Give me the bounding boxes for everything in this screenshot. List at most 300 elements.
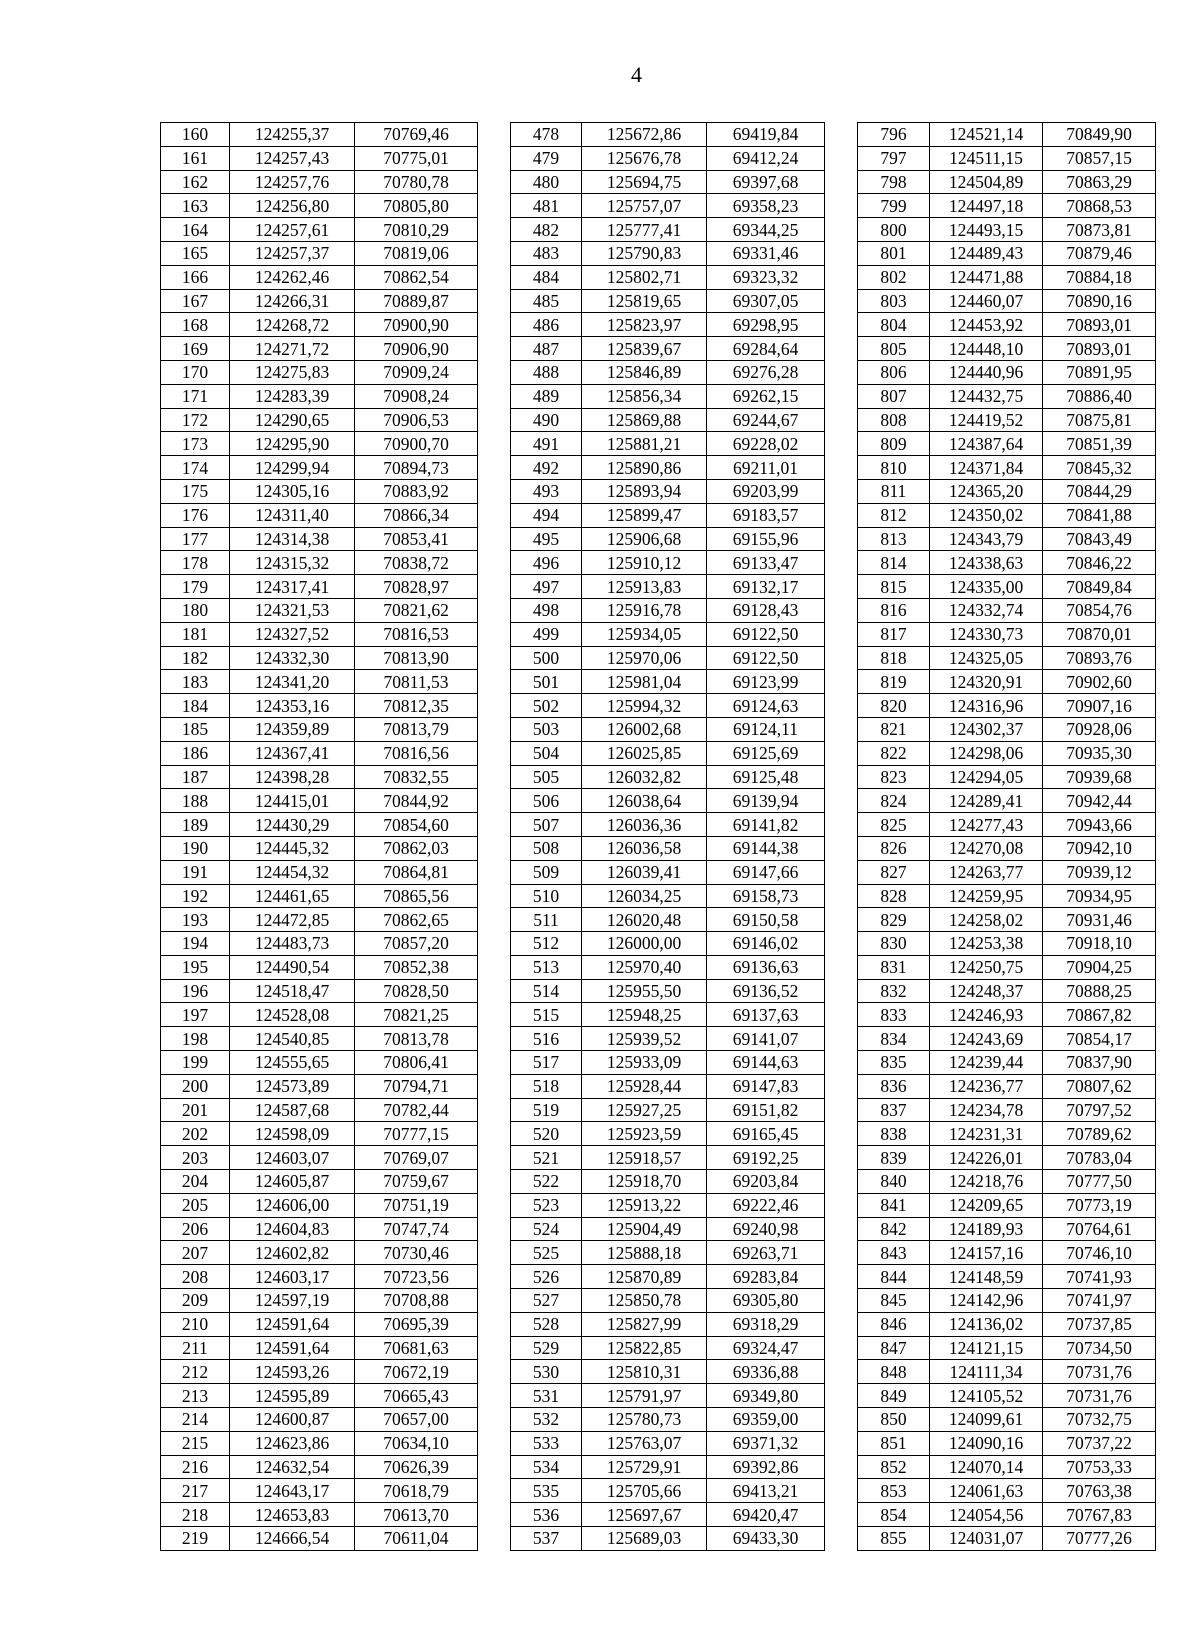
point-number-cell: 213 — [161, 1384, 230, 1408]
y-coordinate-cell: 69228,02 — [707, 432, 825, 456]
x-coordinate-cell: 125927,25 — [582, 1098, 707, 1122]
column-gap — [478, 313, 511, 337]
column-gap — [825, 717, 858, 741]
point-number-cell: 515 — [511, 1003, 582, 1027]
y-coordinate-cell: 70837,90 — [1043, 1051, 1156, 1075]
y-coordinate-cell: 70723,56 — [355, 1265, 478, 1289]
x-coordinate-cell: 125881,21 — [582, 432, 707, 456]
column-gap — [825, 955, 858, 979]
y-coordinate-cell: 69203,84 — [707, 1170, 825, 1194]
x-coordinate-cell: 124632,54 — [230, 1455, 355, 1479]
y-coordinate-cell: 70746,10 — [1043, 1241, 1156, 1265]
point-number-cell: 855 — [858, 1527, 930, 1551]
point-number-cell: 534 — [511, 1455, 582, 1479]
point-number-cell: 175 — [161, 479, 230, 503]
y-coordinate-cell: 70908,24 — [355, 384, 478, 408]
point-number-cell: 495 — [511, 527, 582, 551]
table-row — [161, 313, 1156, 337]
point-number-cell: 194 — [161, 932, 230, 956]
column-gap — [478, 551, 511, 575]
point-number-cell: 816 — [858, 598, 930, 622]
x-coordinate-cell: 124600,87 — [230, 1408, 355, 1432]
x-coordinate-cell: 125870,89 — [582, 1265, 707, 1289]
point-number-cell: 526 — [511, 1265, 582, 1289]
point-number-cell: 828 — [858, 884, 930, 908]
point-number-cell: 210 — [161, 1312, 230, 1336]
point-number-cell: 510 — [511, 884, 582, 908]
point-number-cell: 832 — [858, 979, 930, 1003]
column-gap — [478, 1170, 511, 1194]
point-number-cell: 482 — [511, 218, 582, 242]
point-number-cell: 520 — [511, 1122, 582, 1146]
x-coordinate-cell: 125777,41 — [582, 218, 707, 242]
table-row — [161, 503, 1156, 527]
point-number-cell: 506 — [511, 789, 582, 813]
y-coordinate-cell: 69420,47 — [707, 1503, 825, 1527]
y-coordinate-cell: 70857,15 — [1043, 146, 1156, 170]
x-coordinate-cell: 125823,97 — [582, 313, 707, 337]
x-coordinate-cell: 124511,15 — [930, 146, 1043, 170]
y-coordinate-cell: 70893,76 — [1043, 646, 1156, 670]
x-coordinate-cell: 124099,61 — [930, 1408, 1043, 1432]
x-coordinate-cell: 124316,96 — [930, 694, 1043, 718]
table-row — [161, 241, 1156, 265]
x-coordinate-cell: 126039,41 — [582, 860, 707, 884]
x-coordinate-cell: 124157,16 — [930, 1241, 1043, 1265]
y-coordinate-cell: 70849,84 — [1043, 575, 1156, 599]
y-coordinate-cell: 70867,82 — [1043, 1003, 1156, 1027]
x-coordinate-cell: 125822,85 — [582, 1336, 707, 1360]
column-gap — [825, 694, 858, 718]
y-coordinate-cell: 70782,44 — [355, 1098, 478, 1122]
table-row — [161, 694, 1156, 718]
point-number-cell: 161 — [161, 146, 230, 170]
table-row — [161, 979, 1156, 1003]
table-row — [161, 384, 1156, 408]
x-coordinate-cell: 125923,59 — [582, 1122, 707, 1146]
point-number-cell: 810 — [858, 456, 930, 480]
table-row — [161, 1051, 1156, 1075]
x-coordinate-cell: 125791,97 — [582, 1384, 707, 1408]
point-number-cell: 523 — [511, 1193, 582, 1217]
x-coordinate-cell: 124623,86 — [230, 1431, 355, 1455]
column-gap — [825, 1146, 858, 1170]
point-number-cell: 823 — [858, 765, 930, 789]
point-number-cell: 205 — [161, 1193, 230, 1217]
x-coordinate-cell: 124271,72 — [230, 337, 355, 361]
column-gap — [478, 694, 511, 718]
column-gap — [478, 1527, 511, 1551]
x-coordinate-cell: 124341,20 — [230, 670, 355, 694]
table-row — [161, 170, 1156, 194]
point-number-cell: 804 — [858, 313, 930, 337]
y-coordinate-cell: 69133,47 — [707, 551, 825, 575]
y-coordinate-cell: 70812,35 — [355, 694, 478, 718]
y-coordinate-cell: 70767,83 — [1043, 1503, 1156, 1527]
column-gap — [825, 932, 858, 956]
point-number-cell: 485 — [511, 289, 582, 313]
y-coordinate-cell: 70789,62 — [1043, 1122, 1156, 1146]
x-coordinate-cell: 125846,89 — [582, 360, 707, 384]
column-gap — [825, 1336, 858, 1360]
y-coordinate-cell: 70931,46 — [1043, 908, 1156, 932]
x-coordinate-cell: 124148,59 — [930, 1265, 1043, 1289]
y-coordinate-cell: 69392,86 — [707, 1455, 825, 1479]
x-coordinate-cell: 125970,40 — [582, 955, 707, 979]
point-number-cell: 817 — [858, 622, 930, 646]
column-gap — [478, 1360, 511, 1384]
y-coordinate-cell: 70845,32 — [1043, 456, 1156, 480]
column-gap — [825, 1241, 858, 1265]
point-number-cell: 807 — [858, 384, 930, 408]
x-coordinate-cell: 124493,15 — [930, 218, 1043, 242]
y-coordinate-cell: 70843,49 — [1043, 527, 1156, 551]
point-number-cell: 842 — [858, 1217, 930, 1241]
column-gap — [825, 1027, 858, 1051]
point-number-cell: 850 — [858, 1408, 930, 1432]
y-coordinate-cell: 69276,28 — [707, 360, 825, 384]
x-coordinate-cell: 124189,93 — [930, 1217, 1043, 1241]
point-number-cell: 847 — [858, 1336, 930, 1360]
table-row — [161, 1170, 1156, 1194]
y-coordinate-cell: 70862,03 — [355, 836, 478, 860]
point-number-cell: 512 — [511, 932, 582, 956]
table-row — [161, 265, 1156, 289]
y-coordinate-cell: 69128,43 — [707, 598, 825, 622]
x-coordinate-cell: 124250,75 — [930, 955, 1043, 979]
point-number-cell: 845 — [858, 1289, 930, 1313]
y-coordinate-cell: 70695,39 — [355, 1312, 478, 1336]
column-gap — [478, 432, 511, 456]
y-coordinate-cell: 70807,62 — [1043, 1074, 1156, 1098]
y-coordinate-cell: 70844,29 — [1043, 479, 1156, 503]
point-number-cell: 799 — [858, 194, 930, 218]
point-number-cell: 815 — [858, 575, 930, 599]
x-coordinate-cell: 124090,16 — [930, 1431, 1043, 1455]
point-number-cell: 493 — [511, 479, 582, 503]
y-coordinate-cell: 70902,60 — [1043, 670, 1156, 694]
point-number-cell: 522 — [511, 1170, 582, 1194]
column-gap — [478, 527, 511, 551]
point-number-cell: 480 — [511, 170, 582, 194]
y-coordinate-cell: 69413,21 — [707, 1479, 825, 1503]
y-coordinate-cell: 70942,10 — [1043, 836, 1156, 860]
x-coordinate-cell: 125955,50 — [582, 979, 707, 1003]
column-gap — [825, 598, 858, 622]
column-gap — [825, 408, 858, 432]
point-number-cell: 513 — [511, 955, 582, 979]
column-gap — [478, 1027, 511, 1051]
y-coordinate-cell: 70865,56 — [355, 884, 478, 908]
y-coordinate-cell: 70906,90 — [355, 337, 478, 361]
point-number-cell: 837 — [858, 1098, 930, 1122]
point-number-cell: 196 — [161, 979, 230, 1003]
point-number-cell: 836 — [858, 1074, 930, 1098]
column-gap — [478, 1193, 511, 1217]
column-gap — [825, 194, 858, 218]
y-coordinate-cell: 70900,70 — [355, 432, 478, 456]
x-coordinate-cell: 124263,77 — [930, 860, 1043, 884]
y-coordinate-cell: 70813,90 — [355, 646, 478, 670]
point-number-cell: 802 — [858, 265, 930, 289]
point-number-cell: 218 — [161, 1503, 230, 1527]
y-coordinate-cell: 70883,92 — [355, 479, 478, 503]
point-number-cell: 840 — [858, 1170, 930, 1194]
y-coordinate-cell: 70866,34 — [355, 503, 478, 527]
point-number-cell: 532 — [511, 1408, 582, 1432]
x-coordinate-cell: 124256,80 — [230, 194, 355, 218]
x-coordinate-cell: 124262,46 — [230, 265, 355, 289]
x-coordinate-cell: 124605,87 — [230, 1170, 355, 1194]
point-number-cell: 181 — [161, 622, 230, 646]
point-number-cell: 803 — [858, 289, 930, 313]
table-row — [161, 1265, 1156, 1289]
column-gap — [478, 456, 511, 480]
x-coordinate-cell: 125934,05 — [582, 622, 707, 646]
y-coordinate-cell: 69222,46 — [707, 1193, 825, 1217]
table-row — [161, 1455, 1156, 1479]
point-number-cell: 518 — [511, 1074, 582, 1098]
point-number-cell: 811 — [858, 479, 930, 503]
y-coordinate-cell: 69141,07 — [707, 1027, 825, 1051]
y-coordinate-cell: 69165,45 — [707, 1122, 825, 1146]
point-number-cell: 525 — [511, 1241, 582, 1265]
y-coordinate-cell: 70734,50 — [1043, 1336, 1156, 1360]
point-number-cell: 852 — [858, 1455, 930, 1479]
y-coordinate-cell: 69284,64 — [707, 337, 825, 361]
column-gap — [825, 1003, 858, 1027]
x-coordinate-cell: 124453,92 — [930, 313, 1043, 337]
point-number-cell: 186 — [161, 741, 230, 765]
x-coordinate-cell: 124497,18 — [930, 194, 1043, 218]
table-row — [161, 551, 1156, 575]
column-gap — [825, 1312, 858, 1336]
y-coordinate-cell: 70828,97 — [355, 575, 478, 599]
x-coordinate-cell: 126038,64 — [582, 789, 707, 813]
point-number-cell: 508 — [511, 836, 582, 860]
column-gap — [825, 789, 858, 813]
point-number-cell: 185 — [161, 717, 230, 741]
point-number-cell: 505 — [511, 765, 582, 789]
column-gap — [825, 622, 858, 646]
y-coordinate-cell: 70753,33 — [1043, 1455, 1156, 1479]
column-gap — [825, 1098, 858, 1122]
y-coordinate-cell: 70884,18 — [1043, 265, 1156, 289]
x-coordinate-cell: 124365,20 — [930, 479, 1043, 503]
x-coordinate-cell: 124595,89 — [230, 1384, 355, 1408]
point-number-cell: 530 — [511, 1360, 582, 1384]
y-coordinate-cell: 70613,70 — [355, 1503, 478, 1527]
point-number-cell: 846 — [858, 1312, 930, 1336]
y-coordinate-cell: 69136,52 — [707, 979, 825, 1003]
y-coordinate-cell: 70821,62 — [355, 598, 478, 622]
y-coordinate-cell: 69183,57 — [707, 503, 825, 527]
y-coordinate-cell: 69151,82 — [707, 1098, 825, 1122]
x-coordinate-cell: 124258,02 — [930, 908, 1043, 932]
x-coordinate-cell: 125757,07 — [582, 194, 707, 218]
x-coordinate-cell: 125694,75 — [582, 170, 707, 194]
y-coordinate-cell: 70906,53 — [355, 408, 478, 432]
table-row — [161, 527, 1156, 551]
point-number-cell: 217 — [161, 1479, 230, 1503]
point-number-cell: 202 — [161, 1122, 230, 1146]
y-coordinate-cell: 69146,02 — [707, 932, 825, 956]
x-coordinate-cell: 124489,43 — [930, 241, 1043, 265]
y-coordinate-cell: 70886,40 — [1043, 384, 1156, 408]
x-coordinate-cell: 126032,82 — [582, 765, 707, 789]
x-coordinate-cell: 124472,85 — [230, 908, 355, 932]
y-coordinate-cell: 70741,93 — [1043, 1265, 1156, 1289]
point-number-cell: 502 — [511, 694, 582, 718]
point-number-cell: 188 — [161, 789, 230, 813]
x-coordinate-cell: 125790,83 — [582, 241, 707, 265]
column-gap — [478, 337, 511, 361]
column-gap — [478, 408, 511, 432]
point-number-cell: 199 — [161, 1051, 230, 1075]
table-row — [161, 1003, 1156, 1027]
y-coordinate-cell: 70769,07 — [355, 1146, 478, 1170]
point-number-cell: 206 — [161, 1217, 230, 1241]
x-coordinate-cell: 124289,41 — [930, 789, 1043, 813]
column-gap — [825, 123, 858, 147]
point-number-cell: 801 — [858, 241, 930, 265]
column-gap — [825, 836, 858, 860]
y-coordinate-cell: 69122,50 — [707, 622, 825, 646]
y-coordinate-cell: 69203,99 — [707, 479, 825, 503]
x-coordinate-cell: 124266,31 — [230, 289, 355, 313]
point-number-cell: 492 — [511, 456, 582, 480]
column-gap — [478, 1122, 511, 1146]
column-gap — [825, 860, 858, 884]
column-gap — [825, 884, 858, 908]
x-coordinate-cell: 124236,77 — [930, 1074, 1043, 1098]
y-coordinate-cell: 70657,00 — [355, 1408, 478, 1432]
column-gap — [825, 360, 858, 384]
point-number-cell: 201 — [161, 1098, 230, 1122]
column-gap — [825, 456, 858, 480]
x-coordinate-cell: 126002,68 — [582, 717, 707, 741]
y-coordinate-cell: 70893,01 — [1043, 337, 1156, 361]
x-coordinate-cell: 124321,53 — [230, 598, 355, 622]
x-coordinate-cell: 124573,89 — [230, 1074, 355, 1098]
column-gap — [478, 741, 511, 765]
point-number-cell: 481 — [511, 194, 582, 218]
point-number-cell: 843 — [858, 1241, 930, 1265]
y-coordinate-cell: 70894,73 — [355, 456, 478, 480]
point-number-cell: 209 — [161, 1289, 230, 1313]
x-coordinate-cell: 124248,37 — [930, 979, 1043, 1003]
column-gap — [478, 1408, 511, 1432]
y-coordinate-cell: 70928,06 — [1043, 717, 1156, 741]
x-coordinate-cell: 124136,02 — [930, 1312, 1043, 1336]
table-row — [161, 194, 1156, 218]
point-number-cell: 497 — [511, 575, 582, 599]
point-number-cell: 479 — [511, 146, 582, 170]
point-number-cell: 809 — [858, 432, 930, 456]
point-number-cell: 486 — [511, 313, 582, 337]
x-coordinate-cell: 125970,06 — [582, 646, 707, 670]
point-number-cell: 211 — [161, 1336, 230, 1360]
y-coordinate-cell: 70730,46 — [355, 1241, 478, 1265]
table-row — [161, 765, 1156, 789]
point-number-cell: 511 — [511, 908, 582, 932]
x-coordinate-cell: 124448,10 — [930, 337, 1043, 361]
y-coordinate-cell: 70879,46 — [1043, 241, 1156, 265]
y-coordinate-cell: 69144,63 — [707, 1051, 825, 1075]
x-coordinate-cell: 124359,89 — [230, 717, 355, 741]
y-coordinate-cell: 69331,46 — [707, 241, 825, 265]
x-coordinate-cell: 124440,96 — [930, 360, 1043, 384]
point-number-cell: 180 — [161, 598, 230, 622]
column-gap — [825, 575, 858, 599]
x-coordinate-cell: 124302,37 — [930, 717, 1043, 741]
column-gap — [478, 932, 511, 956]
y-coordinate-cell: 70863,29 — [1043, 170, 1156, 194]
point-number-cell: 208 — [161, 1265, 230, 1289]
point-number-cell: 501 — [511, 670, 582, 694]
point-number-cell: 819 — [858, 670, 930, 694]
y-coordinate-cell: 70737,22 — [1043, 1431, 1156, 1455]
point-number-cell: 164 — [161, 218, 230, 242]
y-coordinate-cell: 69155,96 — [707, 527, 825, 551]
x-coordinate-cell: 124338,63 — [930, 551, 1043, 575]
point-number-cell: 813 — [858, 527, 930, 551]
x-coordinate-cell: 124591,64 — [230, 1312, 355, 1336]
x-coordinate-cell: 124234,78 — [930, 1098, 1043, 1122]
x-coordinate-cell: 124294,05 — [930, 765, 1043, 789]
coordinates-table — [160, 122, 1156, 1551]
y-coordinate-cell: 70900,90 — [355, 313, 478, 337]
y-coordinate-cell: 70634,10 — [355, 1431, 478, 1455]
y-coordinate-cell: 69359,00 — [707, 1408, 825, 1432]
x-coordinate-cell: 124231,31 — [930, 1122, 1043, 1146]
x-coordinate-cell: 125904,49 — [582, 1217, 707, 1241]
y-coordinate-cell: 69132,17 — [707, 575, 825, 599]
point-number-cell: 830 — [858, 932, 930, 956]
y-coordinate-cell: 70852,38 — [355, 955, 478, 979]
column-gap — [825, 1503, 858, 1527]
y-coordinate-cell: 70841,88 — [1043, 503, 1156, 527]
x-coordinate-cell: 124460,07 — [930, 289, 1043, 313]
x-coordinate-cell: 124270,08 — [930, 836, 1043, 860]
x-coordinate-cell: 124521,14 — [930, 123, 1043, 147]
table-row — [161, 575, 1156, 599]
point-number-cell: 800 — [858, 218, 930, 242]
y-coordinate-cell: 70893,01 — [1043, 313, 1156, 337]
x-coordinate-cell: 125763,07 — [582, 1431, 707, 1455]
column-gap — [478, 1051, 511, 1075]
y-coordinate-cell: 70777,50 — [1043, 1170, 1156, 1194]
y-coordinate-cell: 70783,04 — [1043, 1146, 1156, 1170]
point-number-cell: 504 — [511, 741, 582, 765]
x-coordinate-cell: 125933,09 — [582, 1051, 707, 1075]
column-gap — [478, 289, 511, 313]
x-coordinate-cell: 125697,67 — [582, 1503, 707, 1527]
column-gap — [825, 908, 858, 932]
point-number-cell: 171 — [161, 384, 230, 408]
y-coordinate-cell: 70731,76 — [1043, 1360, 1156, 1384]
column-gap — [478, 908, 511, 932]
y-coordinate-cell: 69240,98 — [707, 1217, 825, 1241]
x-coordinate-cell: 124604,83 — [230, 1217, 355, 1241]
x-coordinate-cell: 124432,75 — [930, 384, 1043, 408]
point-number-cell: 207 — [161, 1241, 230, 1265]
table-row — [161, 622, 1156, 646]
point-number-cell: 204 — [161, 1170, 230, 1194]
point-number-cell: 170 — [161, 360, 230, 384]
table-row — [161, 1122, 1156, 1146]
y-coordinate-cell: 69397,68 — [707, 170, 825, 194]
